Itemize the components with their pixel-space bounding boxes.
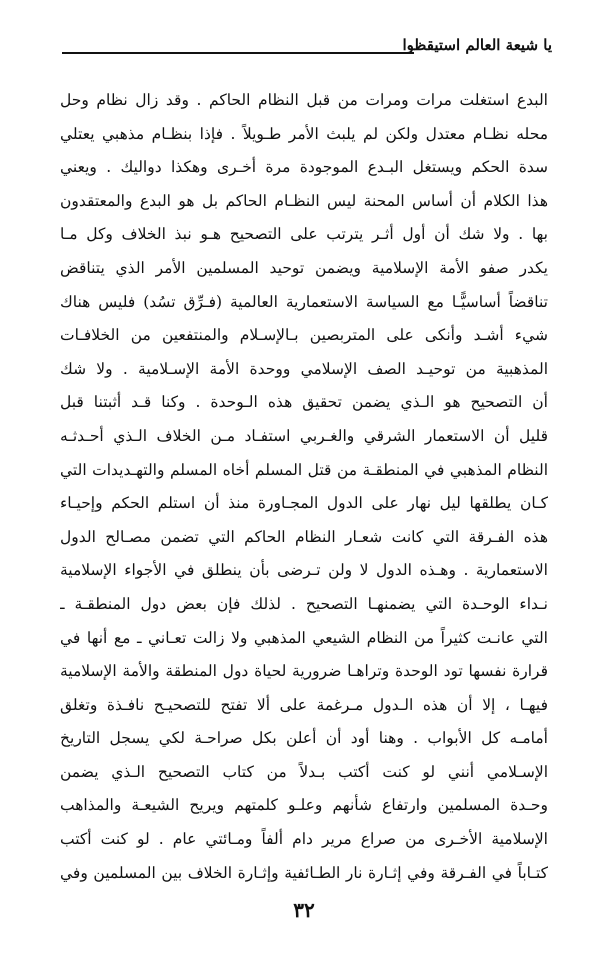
text-line: أمامـه كل الأبواب . وهنا أود أن أعلن بكل صراحـة لكي يسجل التاريخ [60, 729, 548, 748]
page-number: ٣٢ [293, 898, 315, 922]
text-line: قليل أن الاستعمار الشرقي والغـربي استفـاد مـن الخلاف الـذي أحـدثـه [60, 426, 548, 445]
text-line: بها . ولا شك أن أول أثـر يترتب على التصحيح هـو نبذ الخلاف وكل مـا [60, 225, 548, 244]
text-line: شيء أشـد وأنكى على المتربصين بـالإسـلام والمنتفعين من الخلافـات [60, 326, 548, 345]
text-line: سدة الحكم ويستغل البـدع الموجودة مرة أخـرى وهكذا دواليك . ويعني [60, 158, 548, 177]
text-line: هذه الفـرقة التي كانت شعـار النظام الحاكم التي تضمن مصـالح الدول [60, 527, 548, 546]
text-line: وحـدة المسلمين وارتفاع شأنهم وعلـو كلمتهم ويريح الشيعـة والمذاهب [60, 796, 548, 815]
text-line: المذهبية من توحيـد الصف الإسلامي ووحدة الأمة الإسـلامية . ولا شك [60, 359, 548, 378]
running-title: يا شيعة العالم استيقظوا [402, 36, 552, 54]
text-line: نـداء الوحـدة التي يضمنهـا التصحيح . لذلك فإن بعض دول المنطقـة ـ [60, 594, 548, 613]
text-line: كتـاباً في الفـرقة وفي إثـارة نار الطـائفية وإثـارة الخلاف بين المسلمين وفي [60, 863, 548, 882]
text-line: أن التصحيح هو الـذي يضمن تحقيق هذه الـوحدة . وكنا قـد أثبتنا قبل [60, 393, 548, 412]
text-line: النظام المذهبي في المنطقـة من قتل المسلم أخاه المسلم والتهـديدات التي [60, 460, 548, 479]
text-line: تناقضاً أساسيًّـا مع السياسة الاستعمارية العالمية (فـرِّق تسُد) فليس هناك [60, 292, 548, 311]
text-line: يكدر صفو الأمة الإسلامية ويضمن توحيد المسلمين الأمر الذي يتناقض [60, 258, 548, 277]
header-rule [62, 52, 414, 54]
body-text [60, 84, 548, 890]
text-line: الاستعمارية . وهـذه الدول لا ولن تـرضى بأن ينطلق في الأجواء الإسلامية [60, 561, 548, 580]
text-line: الإسلامية الأخـرى من صراع مرير دام ألفاً ومـائتي عام . لو كنت أكتب [60, 830, 548, 849]
running-header [62, 34, 552, 62]
text-line: قرارة نفسها تود الوحدة وتراهـا ضرورية لحياة دول المنطقة والأمة الإسلامية [60, 662, 548, 681]
text-line: كـان يطلقها ليل نهار على الدول المجـاورة منذ أن استلم الحكم وإحيـاء [60, 494, 548, 513]
text-line: التي عانـت كثيراً من النظام الشيعي المذهبي ولا زالت تعـاني ـ مع أنها في [60, 628, 548, 647]
text-line: الإسـلامي أنني لو كنت أكتب بـدلاً من كتاب التصحيح الـذي يضمن [60, 762, 548, 781]
text-line: البدع استغلت مرات ومرات من قبل النظام الحاكم . وقد زال نظام وحل [60, 91, 548, 109]
text-line: هذا الكلام أن أساس المحنة ليس النظـام الحاكم بل هو البدع والمعتقدون [60, 191, 548, 210]
text-line: محله نظـام معتدل ولكن لم يلبث الأمر طـويلاً . فإذا بنظـام مذهبي يعتلي [60, 124, 548, 143]
text-line: فيهـا ، إلا أن هذه الـدول مـرغمة على ألا تفتح للتصحيـح نافـذة وتغلق [60, 695, 548, 714]
